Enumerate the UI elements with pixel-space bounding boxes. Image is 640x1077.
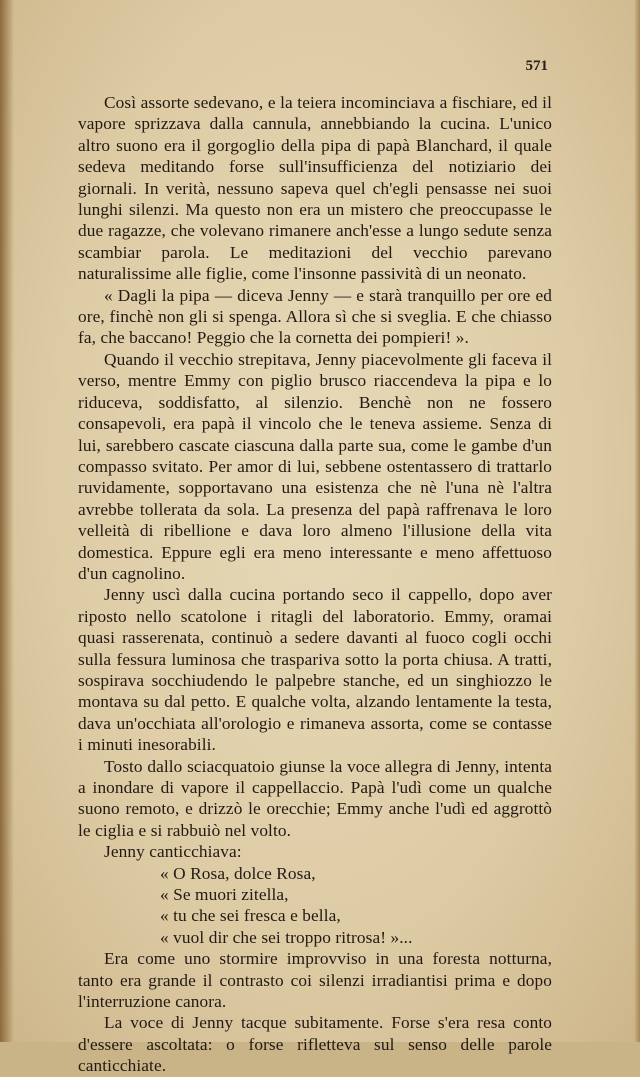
paragraph: Era come uno stormire improvviso in una foresta notturna, tanto era grande il contrasto coi silenzi irradiantisi prima e dopo l'interruzione canora. <box>78 949 552 1012</box>
paragraph: « Dagli la pipa — diceva Jenny — e starà tranquillo per ore ed ore, finchè non gli si spenga. Allora sì che si sveglia. E che chiasso fa, che baccano! Peggio che la cornetta dei pompieri! ». <box>78 285 552 348</box>
paragraph: Tosto dallo sciacquatoio giunse la voce allegra di Jenny, intenta a inondare di vapore il cappellaccio. Papà l'udì come un qualche suono remoto, e drizzò le orecchie; Emmy anche l'udì ed aggrottò le ciglia e si rabbuiò nel volto. <box>78 756 552 840</box>
paragraph: Jenny uscì dalla cucina portando seco il cappello, dopo aver riposto nello scatolone i ritagli del laboratorio. Emmy, oramai quasi rasserenata, continuò a sedere davanti al fuoco cogli occhi sulla fessura luminosa che traspariva sotto la porta chiusa. A tratti, sospirava socchiudendo le palpebre stanche, ed un singhiozzo le montava su dal petto. E qualche volta, alzando lentamente la testa, dava un'occhiata all'orologio e rimaneva assorta, come se contasse i minuti inesorabili. <box>78 585 552 755</box>
body-text <box>78 92 552 1077</box>
verse-line: « tu che sei fresca e bella, <box>160 906 341 926</box>
page-number: 571 <box>525 58 548 74</box>
page-edge-shadow <box>634 0 640 1042</box>
verse-line: « vuol dir che sei troppo ritrosa! »... <box>160 927 413 947</box>
paragraph: Così assorte sedevano, e la teiera incominciava a fischiare, ed il vapore sprizzava dalla cannula, annebbiando la cucina. L'unico altro suono era il gorgoglio della pipa di papà Blanchard, il quale sedeva meditando forse sull'insufficienza del notiziario dei giornali. In verità, nessuno sapeva quel ch'egli pensasse nei suoi lunghi silenzi. Ma questo non era un mistero che preoccupasse le due ragazze, che volevano rimanere anch'esse a lungo sedute senza scambiar parola. Le meditazioni del vecchio parevano naturalissime alle figlie, come l'insonne passività di un neonato. <box>78 93 552 284</box>
paragraph: La voce di Jenny tacque subitamente. Forse s'era resa conto d'essere ascoltata: o forse rifletteva sul senso delle parole canticchiate. <box>78 1013 552 1076</box>
paragraph: Jenny canticchiava: <box>104 842 242 862</box>
verse-line: « O Rosa, dolce Rosa, <box>160 863 316 883</box>
song-verse <box>78 863 552 949</box>
page-binding-shadow <box>0 0 14 1042</box>
verse-line: « Se muori zitella, <box>160 885 289 905</box>
paragraph: Quando il vecchio strepitava, Jenny piacevolmente gli faceva il verso, mentre Emmy con piglio brusco riaccendeva la pipa e lo riduceva, soddisfatto, al silenzio. Benchè non ne fossero consapevoli, era papà il vincolo che le teneva assieme. Senza di lui, sarebbero cascate ciascuna dalla parte sua, come le gambe d'un compasso svitato. Per amor di lui, sebbene ostentassero di trattarlo ruvidamente, sopportavano una esistenza che nè l'una nè l'altra avrebbe tollerata da sola. La presenza del papà raffrenava le loro velleità di ribellione e dava loro almeno l'illusione della vita domestica. Eppure egli era meno interessante e meno affettuoso d'un cagnolino. <box>78 349 552 583</box>
